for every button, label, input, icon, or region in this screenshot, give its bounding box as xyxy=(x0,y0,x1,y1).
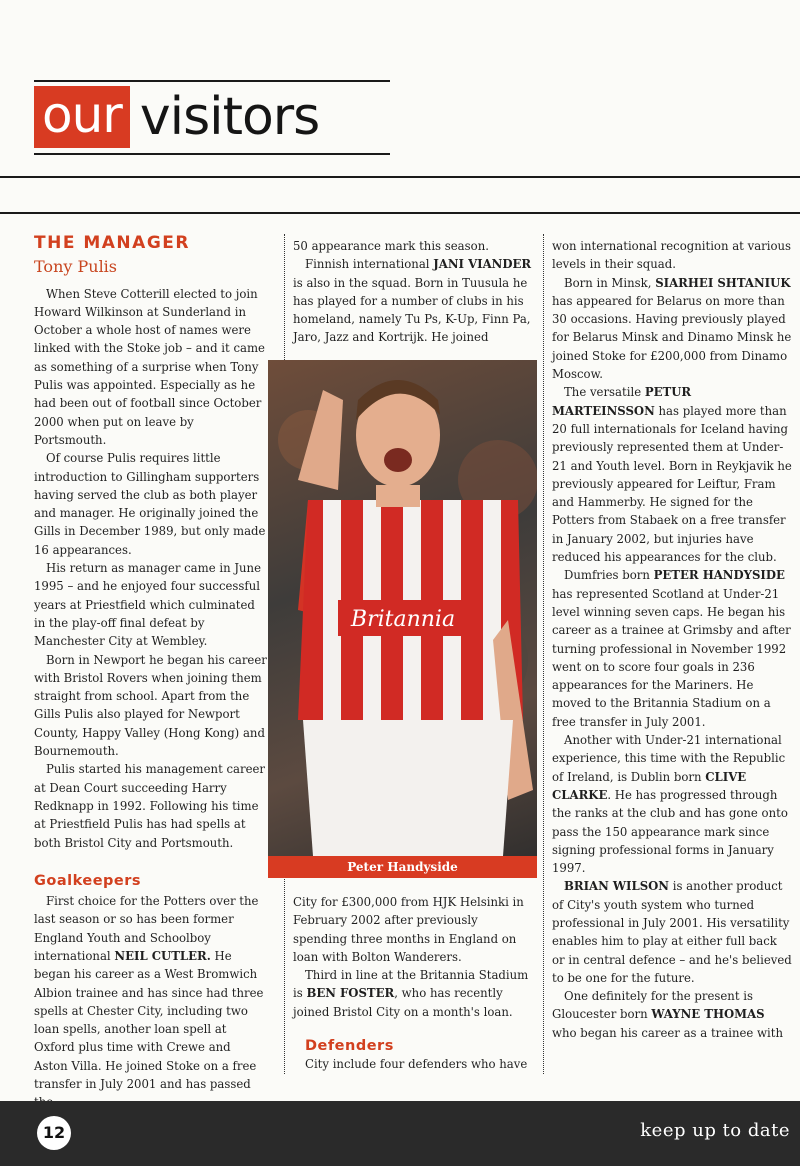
top-rule xyxy=(34,80,390,82)
player-name: JANI VIANDER xyxy=(433,257,532,272)
column-2-bottom xyxy=(293,893,533,1074)
page-number: 12 xyxy=(37,1116,71,1150)
player-name: PETER HANDYSIDE xyxy=(653,568,785,583)
paragraph: Born in Minsk, SIARHEI SHTANIUK has appeared for Belarus on more than 30 occasions. Having previously played for Belarus Minsk and Dinamo Minsk he joined Stoke for £200,000 from Dinamo Moscow. xyxy=(552,275,792,382)
footer-tagline: keep up to date xyxy=(640,1120,790,1141)
paragraph: Dumfries born PETER HANDYSIDE has represented Scotland at Under-21 level winning seven caps. He began his career as a trainee at Grimsby and after turning professional in November 1992 went on to score four goals in 236 appearances for the Mariners. He moved to the Britannia Stadium on a free transfer in July 2001. xyxy=(552,568,791,729)
paragraph: The versatile PETUR MARTEINSSON has played more than 20 full internationals for Iceland having previously represented them at Under-21 and Youth level. Born in Reykjavik he previously appeared for Leiftur, Fram and Hammerby. He signed for the Potters from Stabaek on a free transfer in January 2002, but injuries have reduced his appearances for the club. xyxy=(552,385,792,565)
column-2-top xyxy=(293,237,533,347)
column-1 xyxy=(34,234,268,1112)
paragraph: City include four defenders who have xyxy=(305,1057,528,1072)
header-underline xyxy=(34,153,390,155)
player-name: PETUR MARTEINSSON xyxy=(552,385,692,418)
paragraph: Of course Pulis requires little introduction to Gillingham supporters having served the club as both player and manager. He originally joined the Gills in December 1989, but only made 16 appearances. xyxy=(34,451,266,557)
section-title xyxy=(34,86,319,148)
paragraph: Finnish international JANI VIANDER is also in the squad. Born in Tuusula he has played for a number of clubs in his homeland, namely Tu Ps, K-Up, Finn Pa, Jaro, Jazz and Kortrijk. He joined xyxy=(293,257,532,345)
paragraph: 50 appearance mark this season. xyxy=(293,239,489,253)
player-name: BRIAN WILSON xyxy=(564,879,669,894)
paragraph: First choice for the Potters over the last season or so has been former England Youth and Schoolboy international NEIL CUTLER. He began his career as a West Bromwich Albion trainee and has since had three spells at Chester City, including two loan spells, another loan spell at Oxford plus time with Crewe and Aston Villa. He joined Stoke on a free transfer in July 2001 and has passed xyxy=(34,894,264,1092)
header-divider-1 xyxy=(0,176,800,178)
paragraph: Third in line at the Britannia Stadium is BEN FOSTER, who has recently joined Bristol City on a month's loan. xyxy=(293,968,529,1019)
goalkeepers-heading: Goalkeepers xyxy=(34,872,142,889)
paragraph: His return as manager came in June 1995 – and he enjoyed four successful years at Priestfield which culminated in the play-off final defeat by Manchester City at Wembley. xyxy=(34,561,261,649)
paragraph: Pulis started his management career at Dean Court succeeding Harry Redknapp in 1992. Following his time at Priestfield Pulis has had spells at both Bristol City and Portsmouth. xyxy=(34,762,266,850)
photo-caption: Peter Handyside xyxy=(268,856,537,878)
column-3 xyxy=(552,237,792,1042)
manager-heading: THE MANAGER xyxy=(34,233,190,253)
paragraph: Another with Under-21 international experience, this time with the Republic of Ireland, is Dublin born CLIVE CLARKE. He has progressed through the ranks at the club and has gone onto pass the 150 appearance mark since signing professional forms in January 1997. xyxy=(552,733,788,876)
title-visitors: visitors xyxy=(139,87,320,147)
paragraph: City for £300,000 from HJK Helsinki in February 2002 after previously spending three months in England on loan with Bolton Wanderers. xyxy=(293,895,524,964)
svg-text:Britannia: Britannia xyxy=(350,607,456,632)
defenders-heading: Defenders xyxy=(305,1038,394,1055)
player-name: BEN FOSTER xyxy=(306,986,395,1001)
player-name: CLIVE CLARKE xyxy=(552,769,747,802)
column-divider xyxy=(543,234,544,1074)
paragraph: Born in Newport he began his career with Bristol Rovers when joining them straight from school. Apart from the Gills Pulis also played for Newport County, Happy Valley (Hong Kong) and Bournemouth. xyxy=(34,652,267,759)
paragraph: BRIAN WILSON is another product of City's youth system who turned professional in July 2001. His versatility enables him to play at either full back or in central defence – and he's believed to be one for the future. xyxy=(552,879,792,985)
paragraph: won international recognition at various levels in their squad. xyxy=(552,239,792,272)
player-name: SIARHEI SHTANIUK xyxy=(655,275,791,290)
header-divider-2 xyxy=(0,212,800,214)
paragraph: When Steve Cotterill elected to join Howard Wilkinson at Sunderland in October a whole host of names were linked with the Stoke job – and it came as something of a surprise when Tony Pulis was appointed. Especially as he had been out of football since October 2000 when put on leave by Portsmouth. xyxy=(34,286,265,447)
manager-name: Tony Pulis xyxy=(34,257,118,277)
paragraph: One definitely for the present is Gloucester born WAYNE THOMAS who began his career as a trainee with xyxy=(552,989,783,1040)
player-illustration xyxy=(268,360,537,856)
player-name: WAYNE THOMAS xyxy=(651,1007,765,1022)
title-our: our xyxy=(34,86,130,148)
player-name: NEIL CUTLER. xyxy=(114,948,211,963)
player-photo xyxy=(268,360,537,878)
